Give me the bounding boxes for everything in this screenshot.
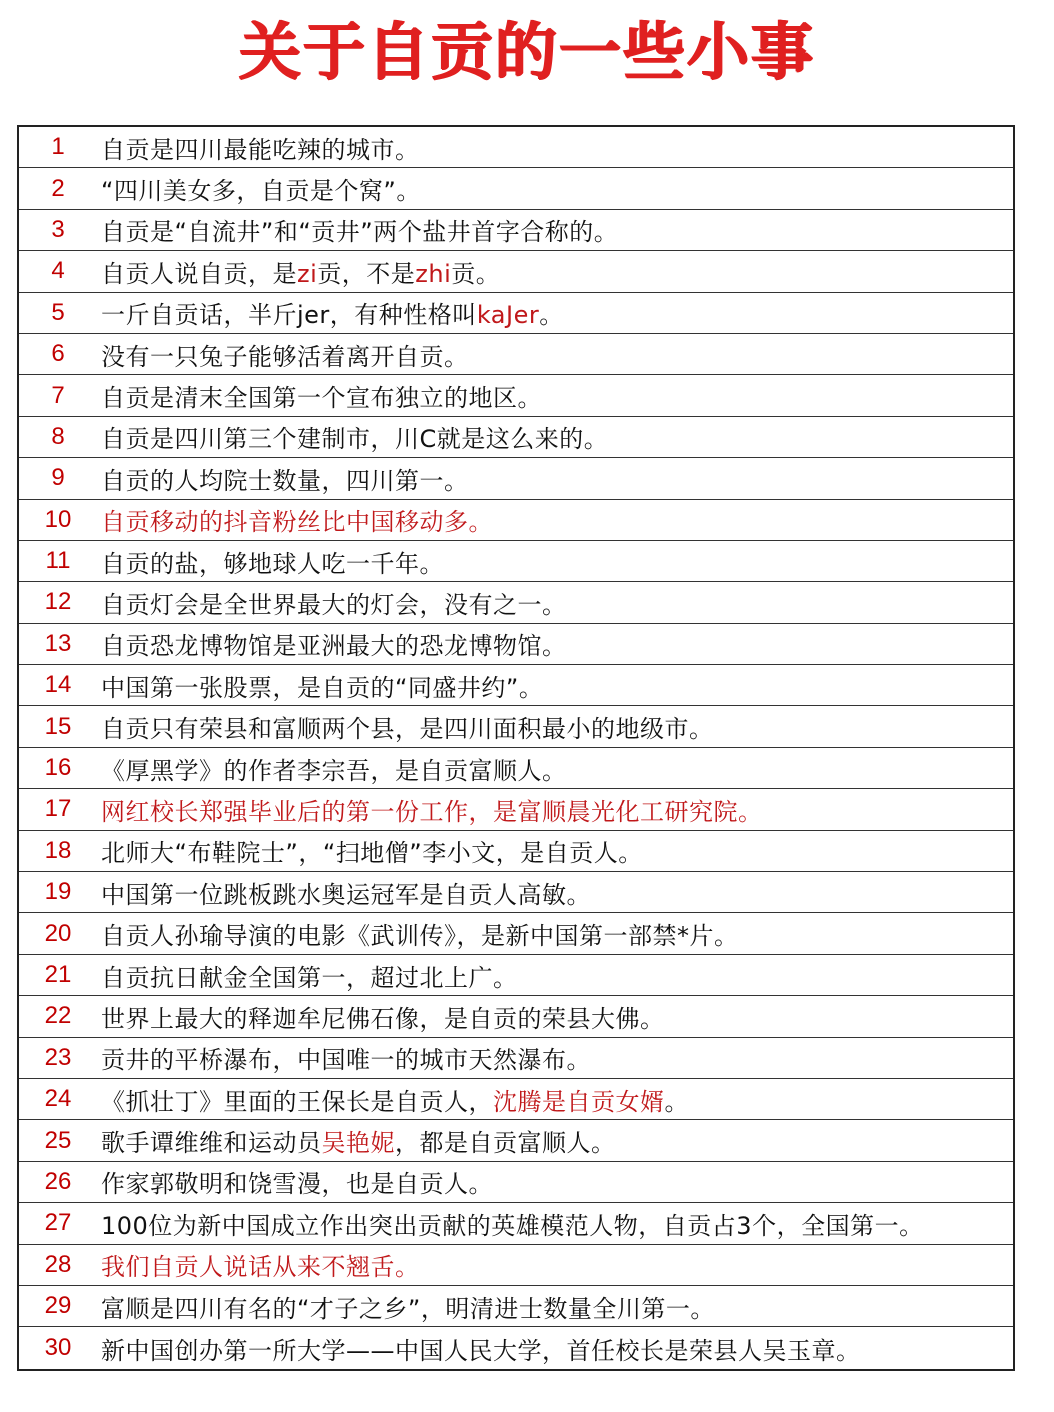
item-number: 19 [44, 878, 72, 906]
list-item [19, 789, 1013, 830]
item-number: 29 [44, 1292, 72, 1320]
list-item [19, 831, 1013, 872]
list-item [19, 293, 1013, 334]
item-text [97, 419, 1013, 454]
item-number: 2 [51, 174, 65, 202]
item-number: 15 [44, 712, 72, 740]
item-text-segment: 自贡恐龙博物馆是亚洲最大的恐龙博物馆。 [101, 632, 567, 661]
item-text [97, 1331, 1013, 1366]
list-item [19, 168, 1013, 209]
item-text-segment: 新中国创办第一所大学——中国人民大学，首任校长是荣县人吴玉章。 [101, 1336, 861, 1365]
item-number: 1 [51, 133, 65, 161]
item-number: 24 [44, 1085, 72, 1113]
item-number: 12 [44, 588, 72, 616]
highlight-text: 沈腾是自贡女婿 [493, 1087, 665, 1116]
item-text [97, 254, 1013, 289]
item-text-segment: 自贡的盐，够地球人吃一千年。 [101, 549, 444, 578]
item-number: 21 [44, 961, 72, 988]
item-number: 25 [44, 1126, 72, 1154]
item-text [97, 1040, 1013, 1075]
item-text-segment: 没有一只兔子能够活着离开自贡。 [101, 342, 469, 371]
item-text-segment: 自贡是清末全国第一个宣布独立的地区。 [101, 384, 542, 413]
item-text-segment: 自贡的人均院士数量，四川第一。 [101, 466, 469, 495]
list-item [19, 500, 1013, 541]
item-text [97, 171, 1013, 206]
item-text-segment: 一斤自贡话，半斤jer，有种性格叫 [101, 301, 477, 330]
list-item [19, 1245, 1013, 1286]
item-text [97, 999, 1013, 1034]
list-item [19, 417, 1013, 458]
item-text [97, 875, 1013, 910]
item-text [97, 585, 1013, 620]
highlight-text: 自贡移动的抖音粉丝比中国移动多。 [101, 508, 493, 537]
item-text [97, 378, 1013, 413]
list-item [19, 210, 1013, 251]
item-number: 28 [44, 1250, 72, 1278]
list-item [19, 996, 1013, 1037]
list-item [19, 1327, 1013, 1368]
item-text [97, 792, 1013, 827]
item-number: 18 [44, 836, 72, 864]
item-text-segment: 贡井的平桥瀑布，中国唯一的城市天然瀑布。 [101, 1046, 591, 1075]
highlight-text: zi [297, 259, 318, 288]
list-item [19, 665, 1013, 706]
list-item [19, 1120, 1013, 1161]
item-text-segment: 。 [664, 1087, 689, 1116]
item-text [97, 709, 1013, 744]
item-text-segment: 北师大“布鞋院士”，“扫地僧”李小文，是自贡人。 [101, 839, 643, 868]
item-text [97, 668, 1013, 703]
item-number: 17 [44, 795, 72, 823]
list-item [19, 541, 1013, 582]
item-text [97, 1206, 1013, 1241]
list-item [19, 582, 1013, 623]
item-number: 23 [44, 1043, 72, 1071]
item-text [97, 1247, 1013, 1282]
list-item [19, 458, 1013, 499]
item-text [97, 544, 1013, 579]
item-number: 27 [44, 1209, 72, 1237]
item-text-segment: ，都是自贡富顺人。 [395, 1129, 616, 1158]
list-item [19, 334, 1013, 375]
highlight-text: 网红校长郑强毕业后的第一份工作，是富顺晨光化工研究院。 [101, 797, 763, 826]
item-number: 11 [45, 547, 71, 575]
item-text-segment: 作家郭敬明和饶雪漫，也是自贡人。 [101, 1170, 493, 1199]
list-item [19, 375, 1013, 416]
item-number: 8 [51, 422, 65, 450]
item-text-segment: 自贡灯会是全世界最大的灯会，没有之一。 [101, 590, 567, 619]
item-text-segment: 《抓壮丁》里面的王保长是自贡人， [101, 1087, 493, 1116]
list-item [19, 1162, 1013, 1203]
item-text [97, 958, 1013, 993]
item-text [97, 502, 1013, 537]
item-text-segment: 自贡抗日献金全国第一，超过北上广。 [101, 963, 518, 992]
list-item [19, 1286, 1013, 1327]
item-text-segment: 自贡人说自贡，是 [101, 259, 297, 288]
item-text-segment: 自贡是四川第三个建制市，川C就是这么来的。 [101, 425, 609, 454]
item-text-segment: 自贡是四川最能吃辣的城市。 [101, 135, 420, 164]
facts-table [17, 125, 1015, 1371]
item-text [97, 212, 1013, 247]
item-text [97, 1082, 1013, 1117]
list-item [19, 748, 1013, 789]
list-item [19, 1203, 1013, 1244]
item-number: 10 [44, 505, 72, 533]
item-text-segment: 《厚黑学》的作者李宗吾，是自贡富顺人。 [101, 756, 567, 785]
page-title: 关于自贡的一些小事 [238, 15, 815, 88]
item-number: 6 [51, 340, 65, 368]
item-text [97, 626, 1013, 661]
item-text [97, 337, 1013, 372]
list-item [19, 913, 1013, 954]
item-number: 3 [51, 215, 65, 243]
list-item [19, 872, 1013, 913]
item-number: 16 [44, 754, 72, 782]
item-number: 9 [51, 464, 65, 492]
item-text [97, 916, 1013, 951]
item-text-segment: 歌手谭维维和运动员 [101, 1129, 322, 1158]
item-text [97, 130, 1013, 165]
item-text [97, 833, 1013, 868]
list-item [19, 251, 1013, 292]
item-text-segment: 中国第一位跳板跳水奥运冠军是自贡人高敏。 [101, 880, 591, 909]
list-item [19, 127, 1013, 168]
item-text-segment: 自贡只有荣县和富顺两个县，是四川面积最小的地级市。 [101, 715, 714, 744]
item-text-segment: 。 [539, 301, 564, 330]
list-item [19, 624, 1013, 665]
item-number: 22 [44, 1002, 72, 1030]
item-text [97, 1164, 1013, 1199]
item-text [97, 295, 1013, 330]
item-text [97, 1123, 1013, 1158]
item-number: 4 [51, 257, 65, 285]
item-text-segment: 贡。 [451, 259, 501, 288]
item-text-segment: 自贡人孙瑜导演的电影《武训传》，是新中国第一部禁*片。 [101, 922, 739, 951]
item-text-segment: 贡，不是 [317, 259, 416, 288]
item-number: 20 [44, 919, 72, 947]
item-number: 13 [44, 629, 72, 657]
highlight-text: zhi [415, 259, 452, 288]
item-text-segment: 100位为新中国成立作出突出贡献的英雄模范人物，自贡占3个，全国第一。 [101, 1211, 924, 1240]
list-item [19, 955, 1013, 996]
list-item [19, 1038, 1013, 1079]
item-number: 30 [44, 1334, 72, 1362]
item-text [97, 751, 1013, 786]
item-text-segment: 世界上最大的释迦牟尼佛石像，是自贡的荣县大佛。 [101, 1004, 665, 1033]
highlight-text: kaJer [476, 301, 540, 330]
item-text-segment: 中国第一张股票，是自贡的“同盛井约”。 [101, 673, 544, 702]
item-text-segment: 富顺是四川有名的“才子之乡”，明清进士数量全川第一。 [101, 1294, 715, 1323]
item-number: 26 [44, 1167, 72, 1195]
item-text-segment: 自贡是“自流井”和“贡井”两个盐井首字合称的。 [101, 218, 619, 247]
highlight-text: 吴艳妮 [321, 1129, 395, 1158]
item-number: 14 [44, 671, 72, 699]
highlight-text: 我们自贡人说话从来不翘舌。 [101, 1253, 420, 1282]
item-number: 5 [51, 298, 65, 326]
item-text [97, 1289, 1013, 1324]
item-text-segment: “四川美女多，自贡是个窝”。 [101, 177, 421, 206]
list-item [19, 706, 1013, 747]
item-number: 7 [51, 381, 65, 409]
list-item [19, 1079, 1013, 1120]
item-text [97, 461, 1013, 496]
